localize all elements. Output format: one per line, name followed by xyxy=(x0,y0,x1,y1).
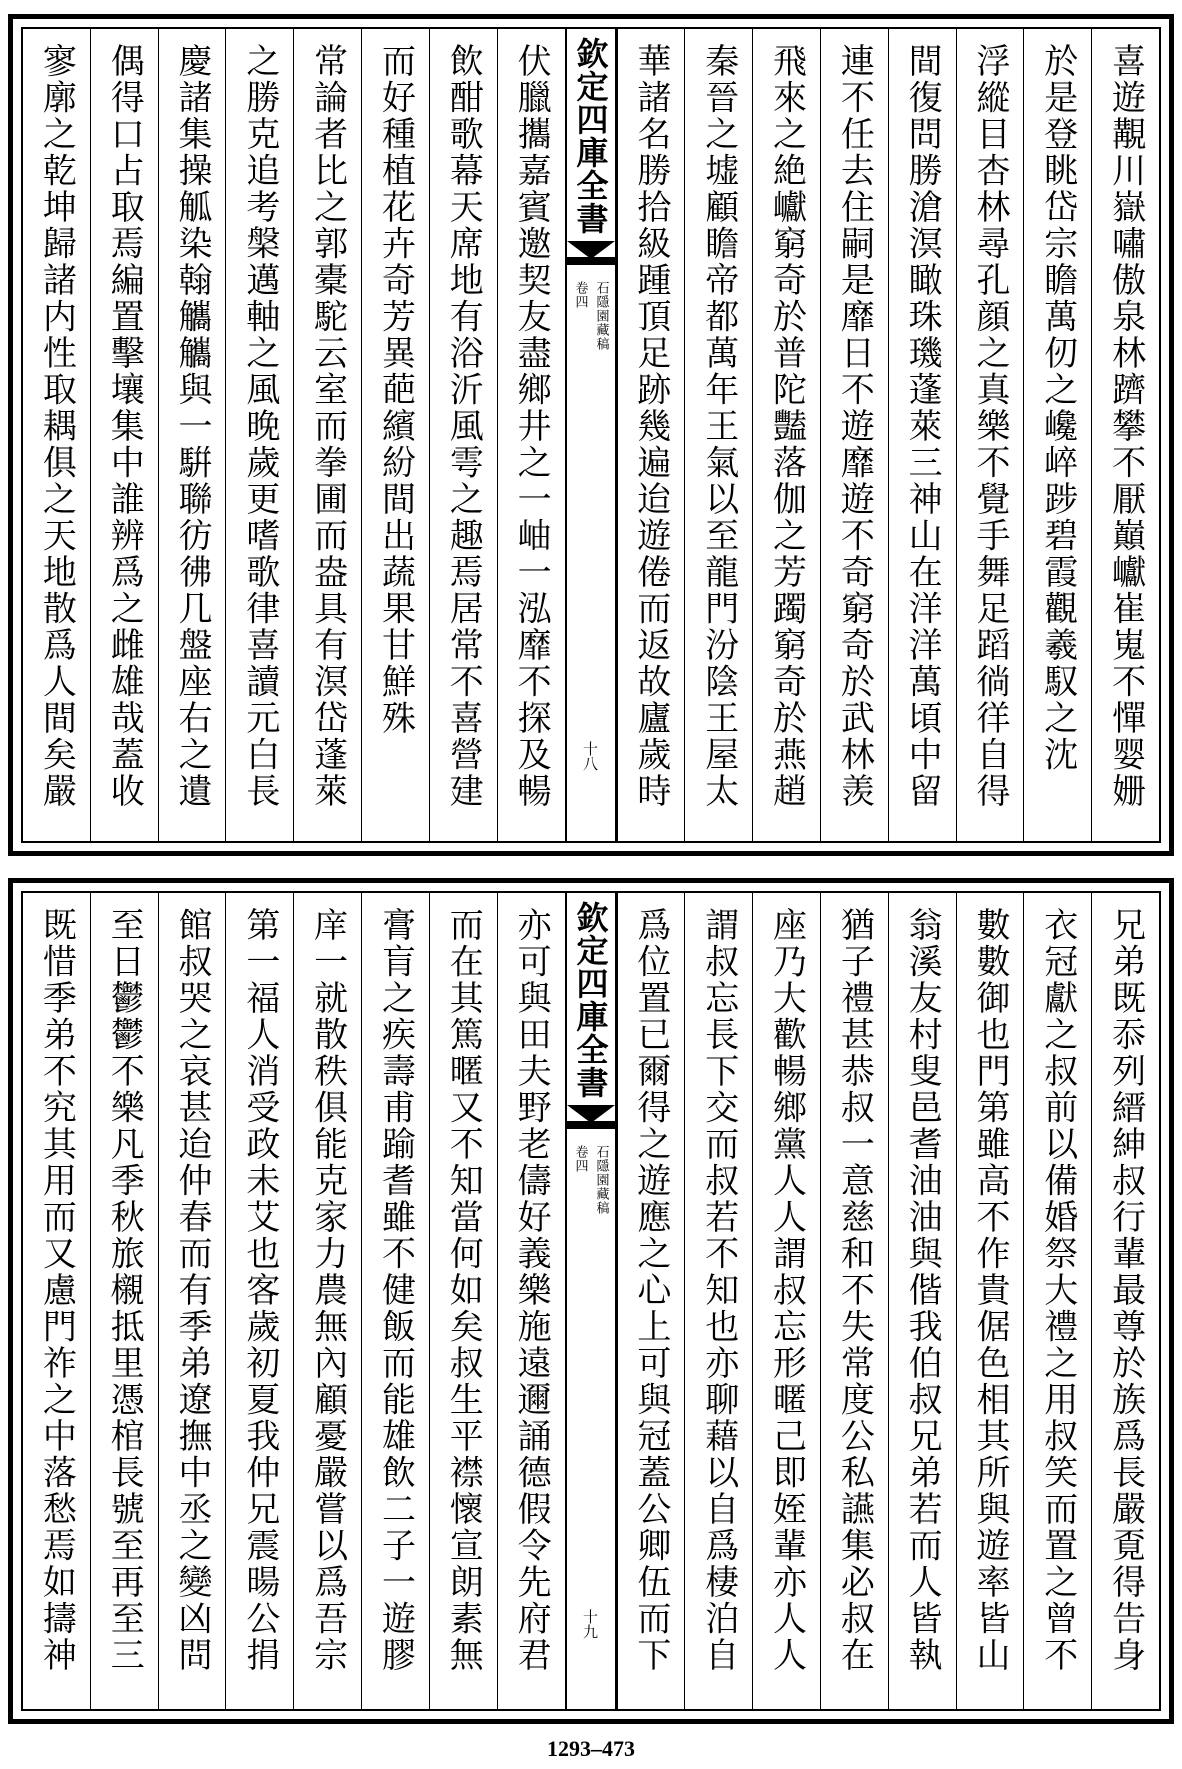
text-column: 而好種植花卉奇芳異葩繽紛間出蔬果甘鮮殊 xyxy=(361,29,429,841)
text-column: 連不任去住嗣是靡日不遊靡遊不奇窮奇於武林羡 xyxy=(820,29,888,841)
volume-label: 卷四 xyxy=(572,281,588,309)
text-column: 而在其篤暱又不知當何如矣叔生平襟懷宣朗素無 xyxy=(429,893,497,1709)
text-column: 伏臘攜嘉賓邀契友盡鄉井之一岫一泓靡不探及暢 xyxy=(497,29,565,841)
text-column: 座乃大歡暢鄉黨人人謂叔忘形暱己即姪輩亦人人 xyxy=(752,893,820,1709)
text-column: 飛來之絶巘窮奇於普陀豔落伽之芳躅窮奇於燕趙 xyxy=(752,29,820,841)
text-column: 翁溪友村叟邑耆油油與偕我伯叔兄弟若而人皆執 xyxy=(888,893,956,1709)
volume-label: 卷四 xyxy=(572,1145,588,1173)
book-title: 石隱園藏稿 xyxy=(593,281,609,351)
collection-title: 欽定四庫全書 xyxy=(568,893,614,1099)
text-column: 喜遊覯川嶽嘯傲泉林躋攀不厭巔巘崔嵬不憚婴姗 xyxy=(1091,29,1159,841)
bottom-page-frame xyxy=(21,891,1161,1711)
text-column: 庠一就散秩俱能克家力農無內顧憂嚴嘗以爲吾宗 xyxy=(293,893,361,1709)
text-column: 常論者比之郭橐駝云室而拳圃而盎具有溟岱蓬萊 xyxy=(293,29,361,841)
center-spine xyxy=(565,893,617,1709)
text-column: 既惜季弟不究其用而又慮門祚之中落愁焉如擣神 xyxy=(36,907,77,1674)
top-page-columns xyxy=(23,29,1159,841)
page-footer-number: 1293–473 xyxy=(547,1736,635,1761)
center-spine xyxy=(565,29,617,841)
text-column: 浮縱目杏林尋孔顔之真樂不覺手舞足蹈徜徉自得 xyxy=(956,29,1024,841)
text-column: 衣冠獻之叔前以備婚祭大禮之用叔笑而置之曾不 xyxy=(1023,893,1091,1709)
bottom-page xyxy=(8,878,1174,1724)
text-column: 第一福人消受政未艾也客歲初夏我仲兄震暘公捐 xyxy=(225,893,293,1709)
text-column: 於是登眺岱宗瞻萬仞之巉崪踄碧霞觀羲馭之沈 xyxy=(1023,29,1091,841)
collection-title: 欽定四庫全書 xyxy=(568,29,614,235)
bottom-page-columns xyxy=(23,893,1159,1709)
spine-meta xyxy=(571,281,611,351)
text-column: 謂叔忘長下交而叔若不知也亦聊藉以自爲棲泊自 xyxy=(684,893,752,1709)
text-column: 至日鬱鬱不樂凡季秋旅櫬抵里憑棺長號至再至三 xyxy=(90,893,158,1709)
text-column: 寥廓之乾坤歸諸内性取耦俱之天地散爲人間矣嚴 xyxy=(36,43,77,810)
text-column: 之勝克追考槃邁軸之風晚歲更嗜歌律喜讀元白長 xyxy=(225,29,293,841)
book-title: 石隱園藏稿 xyxy=(593,1145,609,1215)
text-column: 慶諸集操觚染翰觿觿與一騈聯彷彿几盤座右之遺 xyxy=(158,29,226,841)
top-page-frame xyxy=(21,27,1161,843)
text-column: 秦晉之墟顧瞻帝都萬年王氣以至龍門汾陰王屋太 xyxy=(684,29,752,841)
text-column: 猶子禮甚恭叔一意慈和不失常度公私讌集必叔在 xyxy=(820,893,888,1709)
folio-number: 十九 xyxy=(581,1609,599,1639)
text-column: 數數御也門第雖高不作貴倨色相其所與遊率皆山 xyxy=(956,893,1024,1709)
text-column: 偶得口占取焉編置擊壤集中誰辨爲之雌雄哉蓋收 xyxy=(90,29,158,841)
text-column: 亦可與田夫野老儔好義樂施遠邇誦德假令先府君 xyxy=(497,893,565,1709)
text-column: 兄弟既忝列縉紳叔行輩最尊於族爲長嚴覔得告身 xyxy=(1091,893,1159,1709)
text-column: 館叔哭之哀甚迨仲春而有季弟遼撫中丞之變凶問 xyxy=(158,893,226,1709)
fish-tail-bar xyxy=(567,1121,615,1129)
fish-tail-bar xyxy=(567,257,615,265)
text-column: 飲酣歌幕天席地有浴沂風雩之趣焉居常不喜營建 xyxy=(429,29,497,841)
folio-number: 十八 xyxy=(581,741,599,771)
top-page xyxy=(8,14,1174,856)
text-column: 華諸名勝拾級踵頂足跡幾遍迨遊倦而返故廬歲時 xyxy=(617,29,685,841)
text-column: 爲位置已爾得之遊應之心上可與冠蓋公卿伍而下 xyxy=(617,893,685,1709)
text-column: 膏肓之疾壽甫踰耆雖不健飯而能雄飲二子一遊膠 xyxy=(361,893,429,1709)
spine-meta xyxy=(571,1145,611,1215)
text-column: 間復問勝滄溟瞰珠璣蓬萊三神山在洋洋萬頃中留 xyxy=(888,29,956,841)
